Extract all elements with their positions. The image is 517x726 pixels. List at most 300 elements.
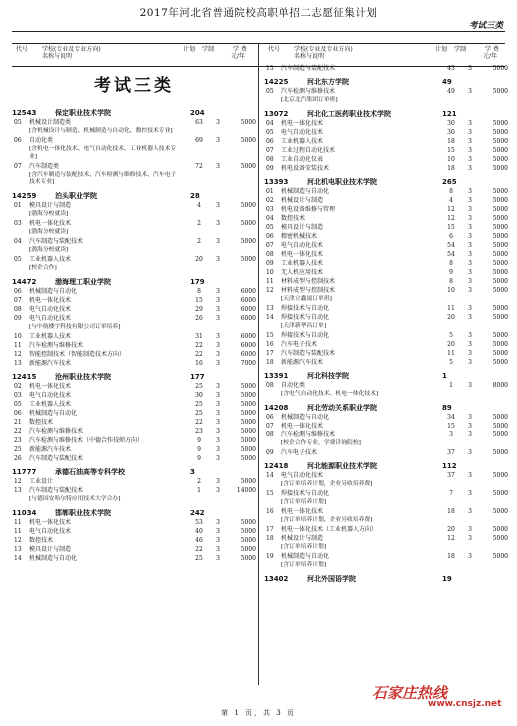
major-code: 07: [266, 241, 274, 249]
major-years: 3: [216, 287, 220, 295]
major-plan: 34: [447, 413, 455, 421]
major-row: [12, 383, 256, 392]
school-plan: 204: [190, 109, 205, 117]
major-name: 新能源汽车技术: [29, 445, 72, 453]
watermark-brand: 石家庄热线: [372, 684, 448, 702]
column-divider: [258, 43, 259, 685]
major-row: [12, 297, 256, 306]
watermark-logo: [372, 682, 502, 709]
major-code: 09: [266, 164, 274, 172]
major-fee: 5000: [240, 400, 256, 408]
major-note-text: [校企合作]: [29, 264, 57, 271]
major-name: 机械制造与自动化: [29, 287, 78, 295]
major-years: 3: [468, 137, 472, 145]
major-years: 3: [216, 382, 220, 390]
school-name: 泊头职业学院: [55, 192, 97, 201]
major-years: 3: [468, 164, 472, 172]
major-fee: 6000: [240, 287, 256, 295]
major-code: 09: [266, 449, 274, 457]
major-years: 3: [468, 259, 472, 267]
major-plan: 63: [195, 119, 203, 126]
major-years: 3: [468, 65, 472, 72]
major-code: 13: [14, 359, 22, 367]
major-name: 汽车检测与维修技术: [281, 431, 336, 439]
major-name: 机电设备安装技术: [281, 164, 330, 172]
major-plan: 12: [447, 214, 455, 222]
major-fee: 14000: [236, 486, 256, 494]
major-plan: 29: [195, 305, 203, 313]
major-years: 3: [468, 349, 472, 357]
major-row: [12, 437, 256, 446]
major-years: 3: [468, 313, 472, 321]
major-fee: 5000: [492, 87, 508, 95]
major-row: [264, 414, 508, 423]
major-row: [264, 233, 508, 242]
school-code: 12415: [12, 372, 37, 381]
col-fee-unit: 元/年: [231, 53, 246, 60]
major-fee: 5000: [492, 526, 508, 534]
major-plan: 8: [449, 187, 453, 195]
major-name: 工业机器人技术: [281, 259, 324, 267]
major-name: 焊接技术与自动化: [281, 304, 330, 312]
watermark-url: www.cnsjz.net: [428, 699, 502, 709]
major-note-text: [渤海分校就读]: [29, 211, 69, 218]
major-row: [12, 202, 256, 211]
major-plan: 3: [449, 431, 453, 439]
major-fee: 5000: [492, 128, 508, 136]
major-fee: 5000: [240, 220, 256, 228]
major-plan: 25: [195, 382, 203, 390]
major-plan: 18: [447, 508, 455, 516]
major-fee: 5000: [492, 340, 508, 348]
major-plan: 40: [195, 527, 203, 535]
major-fee: 5000: [492, 214, 508, 222]
school-name: 河北化工医药职业技术学院: [307, 109, 391, 118]
major-years: 3: [216, 445, 220, 453]
school-code: 13393: [264, 177, 289, 186]
major-row: [12, 528, 256, 537]
major-row: [12, 428, 256, 437]
major-fee: 5000: [492, 431, 508, 439]
major-years: 3: [468, 413, 472, 421]
major-row: [264, 65, 508, 74]
major-fee: 5000: [240, 119, 256, 126]
major-years: 3: [216, 427, 220, 435]
major-code: 13: [14, 545, 22, 553]
major-name: 汽车制造与装配技术: [29, 486, 84, 494]
major-years: 3: [468, 223, 472, 231]
major-code: 06: [14, 409, 22, 417]
major-name: 机械设计制造类: [29, 119, 72, 126]
school-name: 保定职业技术学院: [55, 109, 111, 117]
major-name: 机电设备维修与管理: [281, 205, 336, 213]
major-name: 汽车检测与维修技术: [281, 87, 336, 95]
major-name: 汽车制造与装配技术: [29, 454, 84, 462]
school-name: 邯郸职业技术学院: [55, 508, 111, 517]
major-row: [264, 88, 508, 97]
major-years: 3: [216, 418, 220, 426]
major-code: 06: [266, 137, 274, 145]
column-header: [264, 45, 508, 65]
major-row: [12, 119, 256, 128]
major-row: [264, 129, 508, 138]
column-header: [12, 45, 256, 65]
major-fee: 5000: [240, 436, 256, 444]
major-row: [264, 215, 508, 224]
col-code: 代号: [16, 46, 29, 53]
major-fee: 5000: [240, 238, 256, 246]
major-name: 汽车电子技术: [281, 449, 318, 457]
major-plan: 37: [447, 449, 455, 457]
major-name: 焊接技术与自动化: [281, 490, 330, 498]
left-column: [12, 45, 256, 564]
major-years: 3: [216, 409, 220, 417]
major-plan: 37: [447, 472, 455, 480]
major-name: 电气自动化技术: [29, 527, 72, 535]
major-note: [12, 211, 256, 220]
major-code: 05: [14, 400, 22, 408]
major-years: 3: [468, 381, 472, 389]
major-note-text: [天津新华昌订单]: [281, 322, 327, 329]
major-years: 3: [216, 545, 220, 553]
col-code: 代号: [268, 46, 281, 53]
major-plan: 16: [195, 359, 203, 367]
major-plan: 54: [447, 241, 455, 249]
major-row: [12, 351, 256, 360]
school-code: 12543: [12, 109, 37, 117]
major-name: 汽车制造与装配技术: [29, 238, 84, 246]
major-fee: 5000: [240, 202, 256, 210]
col-fee-unit: 元/年: [483, 53, 498, 60]
major-years: 3: [468, 286, 472, 294]
school-row: [12, 108, 256, 119]
major-name: 数控技术: [29, 418, 54, 426]
left-rows: [12, 108, 256, 564]
major-code: 11: [14, 527, 22, 535]
major-fee: 5000: [492, 164, 508, 172]
major-name: 工业机器人技术: [29, 256, 72, 263]
major-years: 3: [216, 477, 220, 485]
major-code: 04: [266, 119, 274, 127]
school-name: 河北东方学院: [307, 77, 349, 86]
major-fee: 6000: [240, 332, 256, 340]
major-plan: 9: [197, 454, 201, 462]
major-years: 3: [468, 119, 472, 127]
section-heading: 考试三类: [94, 76, 174, 96]
major-code: 11: [14, 341, 22, 349]
major-name: 电气自动化技术: [29, 314, 72, 322]
major-note-text: [含汽车制造与装配技术、汽车检测与维修技术、汽车电子技术专业]: [29, 171, 177, 186]
major-note-text: [渤海分校就读]: [29, 247, 69, 254]
major-note: [12, 265, 256, 274]
school-name: 河北科技学院: [307, 371, 349, 380]
major-plan: 15: [447, 146, 455, 154]
major-note-text: [与中航楼宇科技有限公司订单培养]: [29, 323, 121, 330]
school-plan: 28: [190, 192, 200, 201]
school-code: 13391: [264, 371, 289, 380]
major-plan: 30: [447, 128, 455, 136]
school-row: [264, 371, 508, 382]
major-row: [264, 314, 508, 323]
major-fee: 5000: [492, 187, 508, 195]
col-school: 学校(专业及专业方向): [294, 46, 353, 53]
major-years: 3: [216, 527, 220, 535]
major-name: 机械制造与自动化: [29, 409, 78, 417]
major-code: 15: [266, 490, 274, 498]
major-code: 21: [14, 418, 22, 426]
major-name: 机电一体化技术（工业机器人方向）: [281, 526, 378, 534]
major-years: 3: [468, 87, 472, 95]
major-code: 11: [266, 277, 274, 285]
major-note: [12, 229, 256, 238]
major-plan: 54: [447, 250, 455, 258]
major-row: [12, 546, 256, 555]
major-note-text: [含订单培养计划，企业另收培养费]: [281, 517, 373, 524]
major-code: 06: [266, 232, 274, 240]
major-fee: 5000: [492, 119, 508, 127]
major-fee: 5000: [492, 223, 508, 231]
major-years: 3: [468, 508, 472, 516]
major-fee: 5000: [240, 454, 256, 462]
major-fee: 5000: [492, 286, 508, 294]
school-code: 12418: [264, 462, 289, 471]
major-row: [12, 392, 256, 401]
major-row: [264, 251, 508, 260]
major-row: [264, 242, 508, 251]
major-fee: 5000: [492, 553, 508, 561]
major-name: 工业机器人技术: [281, 137, 324, 145]
major-row: [12, 163, 256, 172]
major-row: [264, 120, 508, 129]
page-title: 2017年河北省普通院校高职单招二志愿征集计划: [139, 7, 378, 19]
major-code: 19: [266, 553, 274, 561]
major-name: 汽车制造与装配技术: [281, 349, 336, 357]
major-code: 18: [266, 535, 274, 543]
major-plan: 1: [197, 486, 201, 494]
major-plan: 22: [195, 545, 203, 553]
major-plan: 8: [449, 259, 453, 267]
col-school: 学校(专业及专业方向): [42, 46, 101, 53]
major-fee: 5000: [240, 256, 256, 263]
major-years: 3: [468, 214, 472, 222]
major-name: 机电一体化技术: [29, 382, 72, 390]
major-plan: 9: [197, 436, 201, 444]
major-code: 09: [14, 314, 22, 322]
major-years: 3: [468, 422, 472, 430]
major-name: 模具设计与制造: [29, 545, 72, 553]
major-code: 14: [14, 554, 22, 562]
major-fee: 5000: [492, 304, 508, 312]
major-note-text: [与德国安哈尔特应用技术大学合办]: [29, 495, 121, 502]
major-years: 3: [216, 238, 220, 246]
major-fee: 5000: [240, 518, 256, 526]
major-name: 汽车检测与维修技术: [29, 341, 84, 349]
major-code: 25: [14, 445, 22, 453]
major-years: 3: [468, 340, 472, 348]
col-plan: 计划: [435, 46, 448, 53]
major-years: 3: [468, 250, 472, 258]
major-note-text: [含机械设计与制造、机械制造与自动化、数控技术专业]: [29, 127, 173, 134]
major-code: 07: [266, 146, 274, 154]
major-name: 模具设计与制造: [29, 202, 72, 210]
major-fee: 5000: [492, 277, 508, 285]
major-plan: 10: [447, 286, 455, 294]
major-fee: 5000: [492, 241, 508, 249]
school-code: 14225: [264, 77, 289, 86]
major-code: 10: [266, 268, 274, 276]
major-years: 3: [468, 490, 472, 498]
major-note: [12, 146, 256, 163]
major-name: 自动化类: [281, 381, 306, 389]
school-row: [264, 574, 508, 585]
major-fee: 5000: [492, 232, 508, 240]
major-years: 3: [216, 486, 220, 494]
school-code: 13072: [264, 109, 289, 118]
school-row: [264, 461, 508, 472]
major-years: 3: [468, 187, 472, 195]
major-row: [12, 306, 256, 315]
major-code: 13: [14, 486, 22, 494]
major-row: [264, 260, 508, 269]
major-name: 机电一体化技术: [281, 119, 324, 127]
major-code: 12: [14, 350, 22, 358]
major-plan: 25: [195, 409, 203, 417]
major-fee: 5000: [492, 205, 508, 213]
right-rows: [264, 65, 508, 585]
major-note: [264, 562, 508, 571]
col-fee: 学 费: [485, 46, 499, 53]
major-plan: 25: [195, 400, 203, 408]
school-plan: 177: [190, 372, 205, 381]
major-code: 12: [266, 286, 274, 294]
major-note: [12, 324, 256, 333]
major-years: 3: [216, 554, 220, 562]
school-row: [12, 508, 256, 519]
major-fee: 5000: [492, 508, 508, 516]
major-name: 电气自动化技术: [281, 472, 324, 480]
major-fee: 5000: [492, 196, 508, 204]
school-name: 承德石油高等专科学校: [55, 467, 125, 476]
major-name: 电气自动化技术: [29, 391, 72, 399]
major-code: 03: [14, 391, 22, 399]
major-code: 09: [266, 259, 274, 267]
major-row: [264, 147, 508, 156]
major-years: 3: [468, 449, 472, 457]
major-years: 3: [468, 146, 472, 154]
school-row: [264, 109, 508, 120]
major-code: 10: [14, 332, 22, 340]
major-fee: 6000: [240, 296, 256, 304]
major-fee: 5000: [240, 391, 256, 399]
major-name: 机电一体化技术: [29, 296, 72, 304]
major-code: 04: [14, 238, 22, 246]
major-row: [264, 359, 508, 368]
school-code: 13402: [264, 575, 289, 584]
major-name: 新能源汽车技术: [281, 358, 324, 366]
major-plan: 31: [195, 332, 203, 340]
major-fee: 5000: [240, 382, 256, 390]
major-code: 16: [266, 508, 274, 516]
major-row: [264, 449, 508, 458]
major-plan: 15: [195, 296, 203, 304]
major-years: 3: [468, 232, 472, 240]
major-note: [264, 296, 508, 305]
major-code: 06: [14, 136, 22, 144]
major-code: 08: [266, 155, 274, 163]
major-name: 无人机应用技术: [281, 268, 324, 276]
major-row: [12, 478, 256, 487]
major-code: 05: [14, 119, 22, 126]
major-name: 汽车检测与维修技术（中德合作技师方向）: [29, 436, 144, 444]
major-code: 06: [14, 287, 22, 295]
major-fee: 6000: [240, 341, 256, 349]
school-code: 14208: [264, 403, 289, 412]
major-code: 23: [14, 436, 22, 444]
major-name: 工业过程自动化技术: [281, 146, 336, 154]
major-years: 3: [468, 331, 472, 339]
major-plan: 15: [447, 422, 455, 430]
major-row: [12, 555, 256, 564]
major-row: [264, 287, 508, 296]
major-fee: 5000: [240, 527, 256, 535]
major-row: [12, 333, 256, 342]
school-plan: 49: [442, 77, 452, 86]
major-fee: 5000: [492, 413, 508, 421]
major-fee: 5000: [492, 490, 508, 498]
major-plan: 8: [197, 287, 201, 295]
major-code: 15: [266, 331, 274, 339]
major-row: [12, 360, 256, 369]
major-row: [264, 332, 508, 341]
major-row: [264, 508, 508, 517]
major-row: [264, 156, 508, 165]
major-code: 14: [266, 472, 274, 480]
major-plan: 5: [449, 358, 453, 366]
school-name: 河北能源职业技术学院: [307, 462, 377, 471]
major-plan: 72: [195, 162, 203, 170]
major-note: [264, 391, 508, 400]
major-code: 07: [266, 422, 274, 430]
major-fee: 5000: [492, 146, 508, 154]
school-plan: 19: [442, 575, 452, 584]
school-code: 11777: [12, 467, 37, 476]
major-fee: 5000: [240, 477, 256, 485]
major-plan: 7: [449, 490, 453, 498]
page-footer: 第 1 页，共 3 页: [221, 709, 296, 717]
major-row: [12, 220, 256, 229]
major-name: 机电一体化技术: [281, 508, 324, 516]
major-row: [12, 519, 256, 528]
major-code: 08: [266, 381, 274, 389]
major-code: 16: [266, 340, 274, 348]
school-plan: 89: [442, 403, 452, 412]
major-row: [264, 350, 508, 359]
major-plan: 20: [447, 313, 455, 321]
major-fee: 5000: [240, 545, 256, 553]
school-row: [264, 177, 508, 188]
major-name: 电气自动化技术: [281, 241, 324, 249]
school-plan: 121: [442, 109, 457, 118]
major-plan: 18: [447, 553, 455, 561]
major-row: [12, 537, 256, 546]
major-years: 3: [216, 314, 220, 322]
major-years: 3: [216, 305, 220, 313]
major-fee: 5000: [240, 427, 256, 435]
major-row: [264, 188, 508, 197]
school-row: [12, 372, 256, 383]
major-name: 机械设计与制造: [281, 196, 324, 204]
major-years: 3: [216, 296, 220, 304]
